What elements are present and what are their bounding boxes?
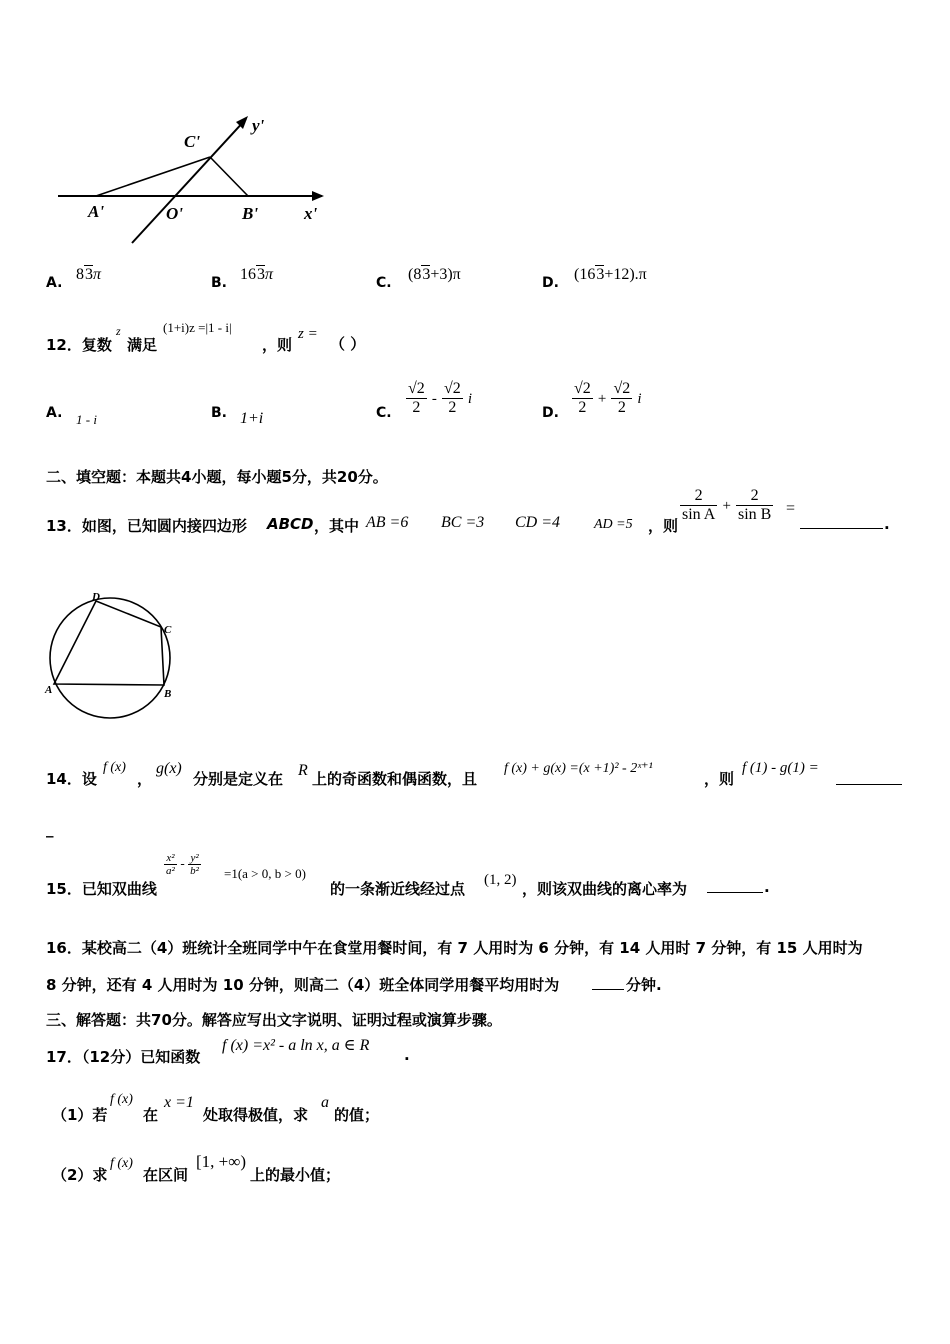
vertex-c: C — [164, 624, 172, 636]
q12-option-c[interactable]: $\frac{√2}{2}$ - $\frac{√2}{2}$ i — [408, 380, 473, 416]
q11-option-b[interactable]: 163π — [240, 266, 274, 283]
q15-answer-blank[interactable] — [707, 878, 763, 893]
q14-answer-blank[interactable] — [836, 768, 902, 785]
q12-option-b[interactable]: 1+i — [240, 410, 264, 427]
label-o-prime: O' — [166, 204, 183, 223]
cyclic-quadrilateral-figure — [40, 585, 190, 730]
q12-option-d[interactable]: $\frac{√2}{2}$ + $\frac{√2}{2}$ i — [574, 380, 642, 416]
section-fill-in-header: 二、填空题：本题共4小题，每小题5分，共20分。 — [46, 468, 388, 486]
label-x-prime: x' — [304, 204, 318, 223]
q12-option-a[interactable]: 1 - i — [76, 412, 97, 427]
q11-option-c[interactable]: (83+3)π — [408, 266, 461, 283]
q11-option-c-letter: C. — [376, 275, 392, 291]
q16-answer-blank[interactable] — [592, 974, 624, 990]
q13-answer-blank[interactable] — [800, 512, 883, 529]
label-b-prime: B' — [242, 204, 259, 223]
label-y-prime: y' — [252, 116, 265, 135]
oblique-axes-figure — [50, 105, 350, 250]
q11-option-a-letter: A. — [46, 275, 63, 291]
q11-option-d[interactable]: (163+12).π — [574, 266, 647, 283]
q11-option-d-letter: D. — [542, 275, 559, 291]
vertex-b: B — [164, 688, 172, 700]
q11-option-a[interactable]: 83π — [76, 266, 102, 283]
q11-option-b-letter: B. — [211, 275, 227, 291]
label-c-prime: C' — [184, 132, 201, 151]
label-a-prime: A' — [88, 202, 105, 221]
vertex-a: A — [45, 684, 53, 696]
vertex-d: D — [92, 591, 100, 603]
section-solution-header: 三、解答题：共70分。解答应写出文字说明、证明过程或演算步骤。 — [46, 1011, 502, 1029]
